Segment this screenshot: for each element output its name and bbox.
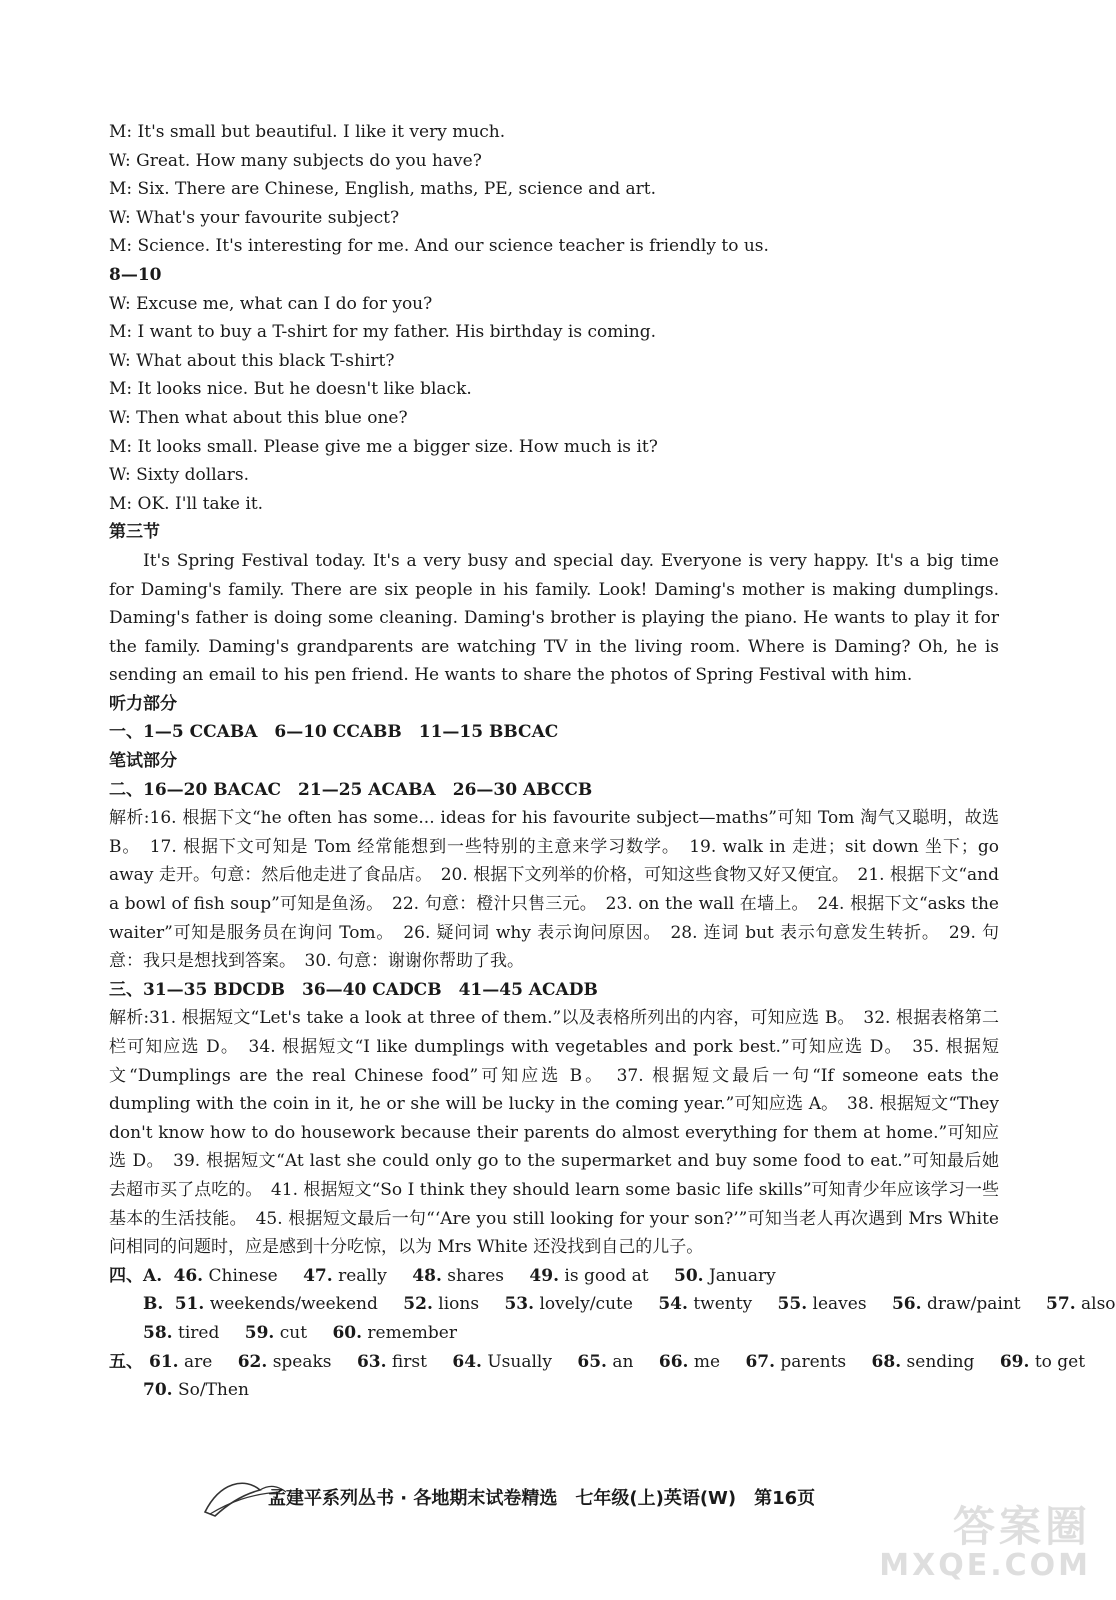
answer-number: 54. xyxy=(658,1294,688,1315)
part-2-answers: 二、16—20 BACAC 21—25 ACABA 26—30 ABCCB xyxy=(109,779,593,800)
section-3-passage: It's Spring Festival today. It's a very busy and special day. Everyone is very happy. It's a big time for Daming's family. There are six people in his family. Look! Daming's mother is making dumplings. Daming's father is doing some cleaning. Daming's brother is playing the piano. He wants to play it for the family. Daming's grandparents are watching TV in the living room. Where is Daming? Oh, he is sending an email to his pen friend. He wants to share the photos of Spring Festival with him. xyxy=(109,550,999,686)
part-4-prefix: 四、A. xyxy=(109,1265,163,1286)
answer-text: shares xyxy=(447,1265,505,1286)
part-3-answers: 三、31—35 BDCDB 36—40 CADCB 41—45 ACADB xyxy=(109,979,598,1000)
answer-text: speaks xyxy=(272,1351,332,1372)
answer-text: weekends/weekend xyxy=(209,1294,378,1315)
watermark-url: MXQE.COM xyxy=(879,1548,1091,1583)
answer-number: 46. xyxy=(173,1265,204,1286)
watermark-text: 答案圈 xyxy=(952,1502,1091,1551)
part-3-analysis: 解析:31. 根据短文“Let's take a look at three of them.”以及表格所列出的内容，可知应选 B。 32. 根据表格第二栏可知应选 D。 34. 根据短文“I like dumplings with vegetables and pork best.”可知应选 D。 35. 根据短文“Dumplings are the real Chinese food”可知应选 B。 37. 根据短文最后一句“If someone eats the dumpling with the coin in it, he or she will be lucky in the coming year.”可知应选 A。 38. 根据短文“They don't know how to do housework because their parents do almost everything for them at home.”可知应选 D。 39. 根据短文“At last she could only go to the supermarket and buy some food to eat.”可知最后她去超市买了点吃的。 41. 根据短文“So I think they should learn some basic life skills”可知青少年应该学习一些基本的生活技能。 45. 根据短文最后一句“‘Are you still looking for your son?’”可知当老人再次遇到 Mrs White 问相同的问题时，应是感到十分吃惊，以为 Mrs White 还没找到自己的儿子。 xyxy=(109,1008,999,1258)
dialog-line: W: Sixty dollars. xyxy=(109,465,250,486)
page-footer xyxy=(0,1472,1111,1600)
answer-number: 61. xyxy=(149,1351,179,1372)
answer-text: me xyxy=(693,1351,721,1372)
dialog-line: M: It's small but beautiful. I like it very much. xyxy=(109,122,506,142)
dialog-line: W: Then what about this blue one? xyxy=(109,407,408,428)
answer-text: are xyxy=(183,1351,213,1372)
answer-text: an xyxy=(612,1351,634,1372)
section-3-heading: 第三节 xyxy=(109,522,160,543)
answer-number: 67. xyxy=(745,1351,776,1372)
answer-number: 60. xyxy=(332,1322,363,1343)
answer-number: 47. xyxy=(303,1265,333,1286)
part-4-b-prefix: B. xyxy=(143,1294,164,1315)
answer-number: 51. xyxy=(174,1294,205,1315)
answer-number: 59. xyxy=(244,1322,275,1343)
answer-text: twenty xyxy=(693,1294,753,1315)
answer-number: 52. xyxy=(403,1294,433,1315)
answer-text: first xyxy=(391,1351,427,1372)
answer-number: 64. xyxy=(452,1351,482,1372)
dialog-line: M: Six. There are Chinese, English, maths, PE, science and art. xyxy=(109,179,657,200)
dialog-line: M: OK. I'll take it. xyxy=(109,493,264,514)
answer-text: So/Then xyxy=(177,1380,249,1401)
answer-number: 58. xyxy=(143,1322,173,1343)
answer-key-page xyxy=(109,118,1116,1405)
answer-number: 57. xyxy=(1046,1294,1076,1315)
dialog-2-heading: 8—10 xyxy=(109,264,162,285)
part-5-prefix: 五、 xyxy=(109,1351,143,1372)
answer-text: lions xyxy=(438,1294,480,1315)
answer-number: 65. xyxy=(577,1351,607,1372)
dialog-line: W: What about this black T-shirt? xyxy=(109,350,395,371)
part-4-b-answers-2 xyxy=(109,1319,999,1348)
answer-text: Chinese xyxy=(208,1265,278,1286)
footer-caption: 孟建平系列丛书 · 各地期末试卷精选 七年级(上)英语(W) 第16页 xyxy=(268,1488,816,1509)
answer-number: 68. xyxy=(871,1351,902,1372)
part-4-a-answers xyxy=(109,1262,999,1291)
dialog-line: M: It looks nice. But he doesn't like black. xyxy=(109,379,472,400)
dialog-line: M: I want to buy a T-shirt for my father. His birthday is coming. xyxy=(109,322,657,343)
written-heading: 笔试部分 xyxy=(109,751,177,772)
dialog-line: M: It looks small. Please give me a bigger size. How much is it? xyxy=(109,436,658,457)
answer-number: 55. xyxy=(777,1294,808,1315)
answer-text: remember xyxy=(367,1322,457,1343)
answer-text: cut xyxy=(279,1322,308,1343)
dialog-line: W: What's your favourite subject? xyxy=(109,207,400,228)
answer-text: leaves xyxy=(812,1294,867,1315)
answer-text: Usually xyxy=(487,1351,552,1372)
answer-text: is good at xyxy=(564,1265,649,1286)
answer-number: 49. xyxy=(529,1265,559,1286)
part-5-answers xyxy=(109,1348,1086,1377)
listening-answers: 一、1—5 CCABA 6—10 CCABB 11—15 BBCAC xyxy=(109,722,559,743)
part-4-b-answers xyxy=(109,1290,1116,1319)
part-5-answers-2 xyxy=(109,1376,999,1405)
answer-number: 53. xyxy=(504,1294,535,1315)
answer-text: sending xyxy=(906,1351,975,1372)
answer-number: 70. xyxy=(143,1380,173,1401)
dialog-line: W: Excuse me, what can I do for you? xyxy=(109,293,433,314)
dialog-2 xyxy=(109,290,999,519)
watermark-logo xyxy=(859,1494,1099,1590)
answer-number: 50. xyxy=(673,1265,704,1286)
answer-text: also xyxy=(1081,1294,1116,1315)
answer-number: 62. xyxy=(237,1351,268,1372)
answer-text: parents xyxy=(780,1351,847,1372)
answer-number: 56. xyxy=(891,1294,922,1315)
listening-heading: 听力部分 xyxy=(109,693,177,714)
answer-number: 48. xyxy=(412,1265,442,1286)
dialog-line: W: Great. How many subjects do you have? xyxy=(109,150,482,171)
answer-text: tired xyxy=(177,1322,220,1343)
answer-text: lovely/cute xyxy=(539,1294,633,1315)
part-2-analysis: 解析:16. 根据下文“he often has some... ideas for his favourite subject—maths”可知 Tom 淘气又聪明，故选 B。 17. 根据下文可知是 Tom 经常能想到一些特别的主意来学习数学。 19. walk in 走进；sit down 坐下；go away 走开。句意：然后他走进了食品店。 20. 根据下文列举的价格，可知这些食物又好又便宜。 21. 根据下文“and a bowl of fish soup”可知是鱼汤。 22. 句意：橙汁只售三元。 23. on the wall 在墙上。 24. 根据下文“asks the waiter”可知是服务员在询问 Tom。 26. 疑问词 why 表示询问原因。 28. 连词 but 表示句意发生转折。 29. 句意：我只是想找到答案。 30. 句意：谢谢你帮助了我。 xyxy=(109,808,999,972)
dialog-1 xyxy=(109,118,999,261)
answer-text: really xyxy=(338,1265,387,1286)
answer-number: 66. xyxy=(658,1351,689,1372)
answer-number: 63. xyxy=(356,1351,387,1372)
answer-text: to get xyxy=(1034,1351,1086,1372)
answer-text: draw/paint xyxy=(926,1294,1021,1315)
answer-number: 69. xyxy=(999,1351,1030,1372)
dialog-line: M: Science. It's interesting for me. And our science teacher is friendly to us. xyxy=(109,236,769,257)
answer-text: January xyxy=(708,1265,776,1286)
